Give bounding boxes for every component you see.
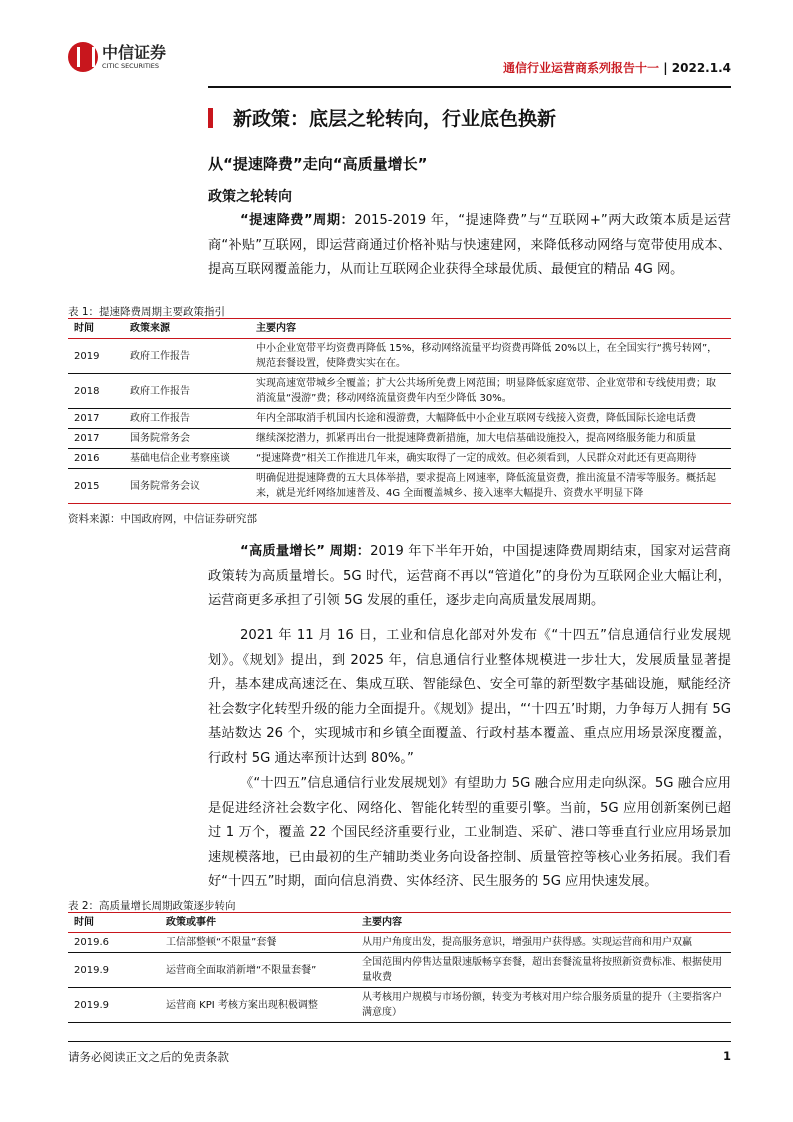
cell: 政府工作报告 (130, 350, 190, 362)
cell: 2019.9 (74, 999, 109, 1011)
cell: 从用户角度出发，提高服务意识，增强用户获得感。实现运营商和用户双赢 (362, 937, 692, 948)
cell: 2016 (74, 453, 100, 464)
footer-divider (68, 1041, 731, 1042)
cell: 国务院常务会议 (130, 480, 200, 492)
cell: 明确促进提速降费的五大具体举措，要求提高上网速率，降低流量资费，推出流量不清零等服务。概括起来，就是光纤网络加速普及、4G 全面覆盖城乡、接入速率大幅提升、资费水平明显下降 (256, 473, 716, 499)
para-lead: “高质量增长” 周期： (240, 544, 371, 559)
logo-cn: 中信证券 (102, 42, 167, 62)
cell: 实现高速宽带城乡全覆盖；扩大公共场所免费上网范围；明显降低家庭宽带、企业宽带和专线使用费；取消流量“漫游”费；移动网络流量资费年内至少降低 30%。 (256, 378, 716, 404)
col-header: 时间 (74, 917, 94, 928)
cell: 从考核用户规模与市场份额，转变为考核对用户综合服务质量的提升（主要指客户满意度） (362, 992, 722, 1018)
cell: 运营商 KPI 考核方案出现积极调整 (166, 999, 318, 1011)
para-text: 2015-2019 年，“提速降费”与“互联网+”两大政策本质是运营商“补贴”互联网，即运营商通过价格补贴与快速建网，来降低移动网络与宽带使用成本、提高互联网覆盖能力，从而让互联网企业获得全球最优质、最便宜的精品 4G 网。 (208, 213, 731, 278)
table-row (68, 374, 731, 409)
table1 (68, 318, 731, 504)
table-row (68, 988, 731, 1023)
table2 (68, 912, 731, 1023)
table-header-row (68, 913, 731, 933)
table-row (68, 469, 731, 504)
cell: 国务院常务会 (130, 433, 190, 444)
subtitle: 从“提速降费”走向“高质量增长” (208, 155, 428, 173)
report-date: 2022.1.4 (671, 61, 731, 75)
paragraph-5g-applications: 《“十四五”信息通信行业发展规划》有望助力 5G 融合应用走向纵深。5G 融合应用是促进经济社会数字化、网络化、智能化转型的重要引擎。当前，5G 应用创新案例已超过 1 万个，覆盖 22 个国民经济重要行业，工业制造、采矿、港口等垂直行业应用场景加速规模落地，已由最初的生产辅助类业务向设备控制、质量管控等核心业务拓展。我们看好“十四五”时期，面向信息消费、实体经济、民生服务的 5G 应用快速发展。 (208, 776, 731, 890)
table-row (68, 409, 731, 429)
table-row (68, 449, 731, 469)
col-header: 主要内容 (256, 323, 296, 334)
cell: 运营商全面取消新增“不限量套餐” (166, 964, 317, 976)
header-divider (208, 86, 731, 88)
cell: 基础电信企业考察座谈 (130, 453, 230, 464)
cell: 政府工作报告 (130, 385, 190, 397)
table-row (68, 933, 731, 953)
col-header: 政策或事件 (166, 917, 216, 928)
table2-caption: 表 2：高质量增长周期政策逐步转向 (68, 900, 236, 912)
table1-source: 资料来源：中国政府网，中信证券研究部 (68, 513, 257, 525)
col-header: 主要内容 (362, 917, 402, 928)
disclaimer-link: 请务必阅读正文之后的免责条款 (68, 1050, 229, 1064)
cell: 政府工作报告 (130, 413, 190, 424)
citic-logo-mark-icon (68, 42, 98, 72)
section-heading: 政策之轮转向 (208, 189, 292, 205)
logo-en: CITIC SECURITIES (102, 61, 160, 70)
para-text: 2019 年下半年开始，中国提速降费周期结束，国家对运营商政策转为高质量增长。5G 时代，运营商不再以“管道化”的身份为互联网企业大幅让利，运营商更多承担了引领 5G 发展的重任，逐步走向高质量发展周期。 (208, 544, 731, 609)
cell: 继续深挖潜力，抓紧再出台一批提速降费新措施，加大电信基础设施投入，提高网络服务能力和质量 (256, 433, 696, 444)
table-header-row (68, 319, 731, 339)
cell: 2019.9 (74, 964, 109, 976)
page-title-text: 新政策：底层之轮转向，行业底色换新 (233, 108, 557, 130)
cell: 2019 (74, 350, 100, 362)
cell: 2019.6 (74, 937, 109, 948)
cell: 2015 (74, 480, 100, 492)
title-marker (208, 108, 213, 128)
paragraph-high-quality-growth (208, 540, 731, 614)
cell: 工信部整顿“不限量”套餐 (166, 937, 277, 948)
cell: 年内全部取消手机国内长途和漫游费，大幅降低中小企业互联网专线接入资费，降低国际长途电话费 (256, 413, 696, 424)
table-row (68, 339, 731, 374)
cell: 2017 (74, 413, 100, 424)
cell: 2018 (74, 385, 100, 397)
separator: | (663, 61, 668, 75)
para-lead: “提速降费”周期： (240, 213, 355, 228)
paragraph-14th-plan: 2021 年 11 月 16 日，工业和信息化部对外发布《“十四五”信息通信行业发展规划》。《规划》提出，到 2025 年，信息通信行业整体规模进一步壮大，发展质量显著提升，基本建成高速泛在、集成互联、智能绿色、安全可靠的新型数字基础设施，赋能经济社会数字化转型升级的能力全面提升。《规划》提出，“‘十四五’时期，力争每万人拥有 5G 基站数达 26 个，实现城市和乡镇全面覆盖、行政村基本覆盖、重点应用场景深度覆盖，行政村 5G 通达率预计达到 80%。” (208, 628, 731, 766)
table1-caption: 表 1：提速降费周期主要政策指引 (68, 306, 226, 318)
col-header: 时间 (74, 323, 94, 334)
report-header (503, 59, 731, 76)
table-row (68, 429, 731, 449)
page-number: 1 (722, 1049, 731, 1063)
table-row (68, 953, 731, 988)
page-title (208, 104, 556, 131)
cell: 2017 (74, 433, 100, 444)
cell: “提速降费”相关工作推进几年来，确实取得了一定的成效。但必须看到，人民群众对此还有更高期待 (256, 453, 697, 464)
citic-logo (68, 42, 166, 72)
cell: 中小企业宽带平均资费再降低 15%，移动网络流量平均资费再降低 20%以上，在全国实行“携号转网”，规范套餐设置，使降费实实在在。 (256, 343, 718, 369)
paragraph-speed-up-fee-cut (208, 209, 731, 283)
cell: 全国范围内停售达量限速版畅享套餐，超出套餐流量将按照新资费标准、根据使用量收费 (362, 957, 722, 983)
report-title: 通信行业运营商系列报告十一 (503, 61, 660, 75)
col-header: 政策来源 (130, 323, 170, 334)
